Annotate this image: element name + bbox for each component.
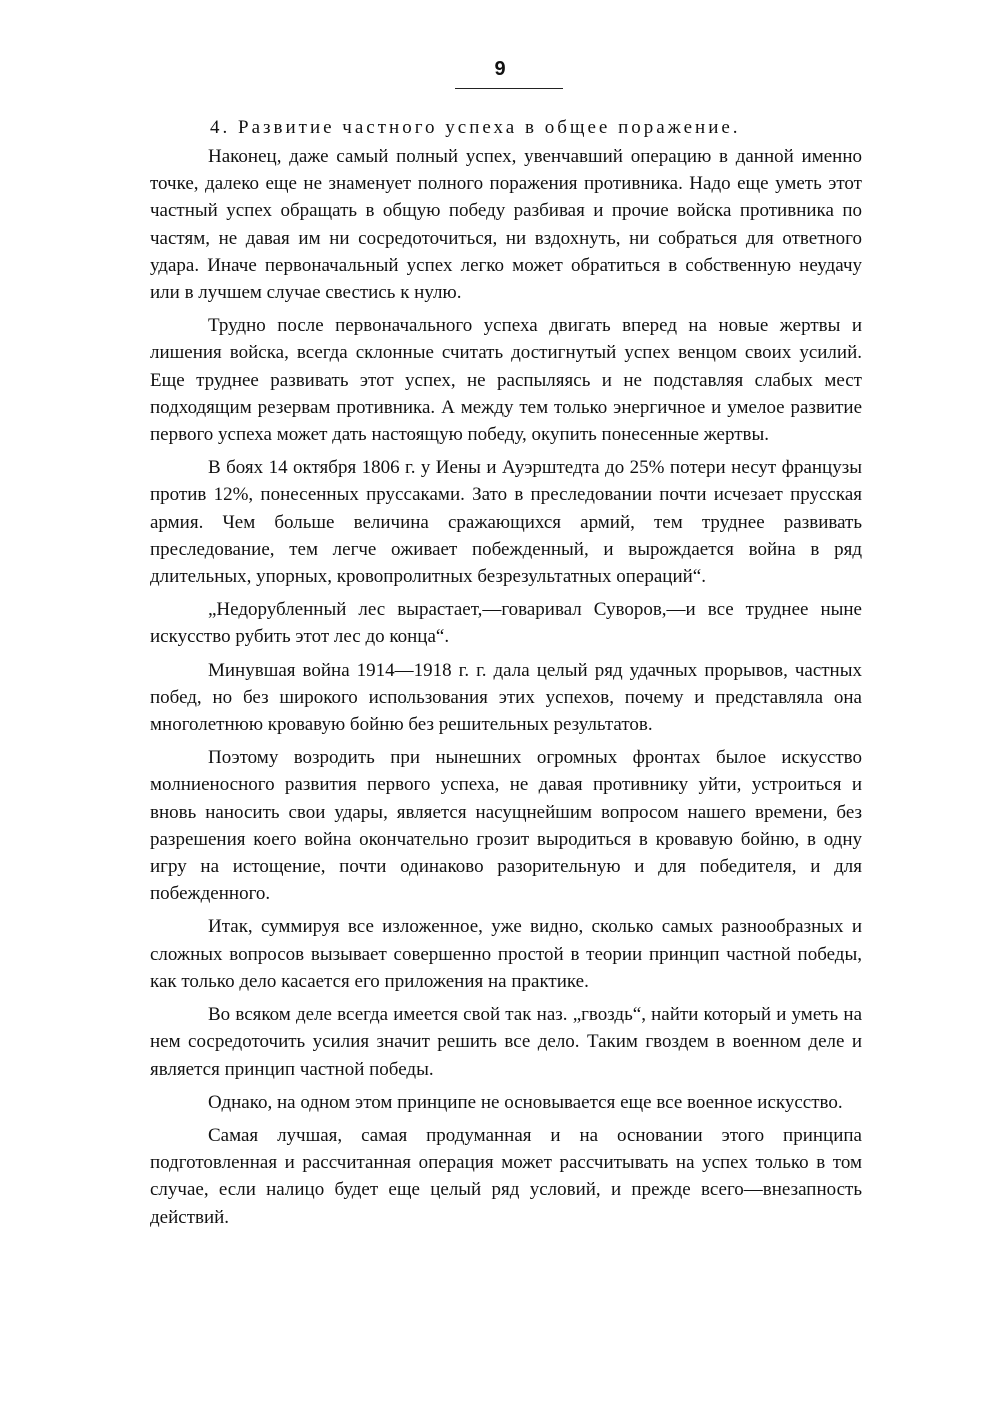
section-heading: 4. Развитие частного успеха в общее поражение. xyxy=(210,117,741,138)
paragraph-6: Поэтому возродить при нынешних огромных фронтах былое искусство молниеносного развития первого успеха, не давая противнику уйти, устроиться и вновь наносить свои удары, является насущнейшим вопросом нашего времени, без разрешения коего война окончательно грозит выродиться в кровавую бойню, в одну игру на истощение, почти одинаково разорительную и для победителя, и для побежденного. xyxy=(150,747,862,905)
paragraph-5: Минувшая война 1914—1918 г. г. дала целый ряд удачных прорывов, частных побед, но без широкого использования этих успехов, почему и представляла она многолетнюю кровавую бойню без решительных результатов. xyxy=(150,659,862,736)
paragraph-2: Трудно после первоначального успеха двигать вперед на новые жертвы и лишения войска, всегда склонные считать достигнутый успех венцом своих усилий. Еще труднее развивать этот успех, не распыляясь и не подставляя слабых мест подходящим резервам противника. А между тем только энергичное и умелое развитие первого успеха может дать настоящую победу, окупить понесенные жертвы. xyxy=(150,315,862,446)
paragraph-3: В боях 14 октября 1806 г. у Иены и Ауэрштедта до 25% потери несут французы против 12%, понесенных пруссаками. Зато в преследовании почти исчезает прусская армия. Чем больше величина сражающихся армий, тем труднее развивать преследование, тем легче оживает побежденный, и вырождается война в ряд длительных, упорных, кровопролитных безрезультатных операций“. xyxy=(150,457,862,588)
paragraph-4: „Недорубленный лес вырастает,—говаривал Суворов,—и все труднее ныне искусство рубить этот лес до конца“. xyxy=(150,599,862,648)
body-text xyxy=(150,114,862,1237)
paragraph-8: Во всяком деле всегда имеется свой так наз. „гвоздь“, найти который и уметь на нем сосредоточить усилия значит решить все дело. Таким гвоздем в военном деле и является принцип частной победы. xyxy=(150,1004,862,1080)
paragraph-10: Самая лучшая, самая продуманная и на основании этого принципа подготовленная и рассчитанная операция может рассчитывать на успех только в том случае, если налицо будет еще целый ряд условий, и прежде всего—внезапность действий. xyxy=(150,1124,862,1228)
paragraph-1: Наконец, даже самый полный успех, увенчавший операцию в данной именно точке, далеко еще не знаменует полного поражения противника. Надо еще уметь этот частный успех обращать в общую победу разбивая и прочие войска противника по частям, не давая им ни сосредоточиться, ни вздохнуть, ни собраться для ответного удара. Иначе первоначальный успех легко может обратиться в собственную неудачу или в лучшем случае свестись к нулю. xyxy=(150,146,862,304)
paragraph-7: Итак, суммируя все изложенное, уже видно, сколько самых разнообразных и сложных вопросов вызывает совершенно простой в теории принцип частной победы, как только дело касается его приложения на практике. xyxy=(150,916,862,992)
paragraph-9: Однако, на одном этом принципе не основывается еще все военное искусство. xyxy=(208,1091,843,1113)
page-number-rule xyxy=(455,88,563,89)
page-number: 9 xyxy=(494,58,506,80)
